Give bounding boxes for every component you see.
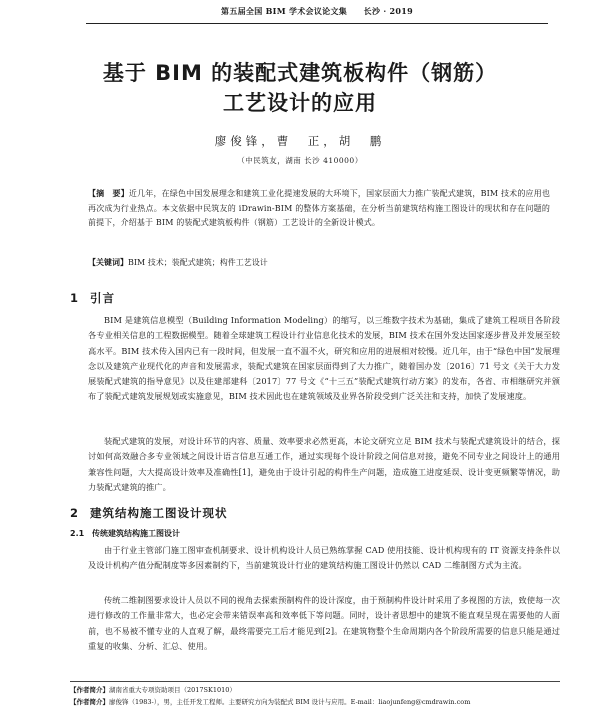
section-2-title: 建筑结构施工图设计现状 xyxy=(90,506,228,520)
footnote-author-text: 廖俊锋（1983-），男，主任开发工程师。主要研究方向为装配式 BIM 设计与应用。E-mail：liaojunfeng@cmdrawin.com xyxy=(109,698,471,706)
section-1-heading xyxy=(70,290,115,306)
abstract-text: 近几年，在绿色中国发展理念和建筑工业化提速发展的大环境下，国家层面大力推广装配式建筑，BIM 技术的应用也再次成为行业热点。本文依据中民筑友的 iDrawin-BIM 的整体方案基础，在分析当前建筑结构施工图设计的现状和存在问题的前提下，介绍基于 BIM 的装配式建筑板构件（钢筋）工艺设计的全新设计模式。 xyxy=(88,189,551,227)
section-1-number: 1 xyxy=(70,291,80,305)
abstract-label: 【摘 要】 xyxy=(88,188,129,198)
subsection-2-1-paragraph-1: 由于行业主管部门施工图审查机制要求、设计机构设计人员已熟练掌握 CAD 使用技能、设计机构现有的 IT 资源支持条件以及设计机构产值分配制度等多因素制约下，当前建筑设计行业的建筑结构施工图设计仍然以 CAD 二维制图方式为主流。 xyxy=(88,545,560,571)
paper-title xyxy=(40,58,560,118)
section-1-paragraph-1: BIM 是建筑信息模型（Building Information Modeling）的缩写，以三维数字技术为基础，集成了建筑工程项目各阶段各专业相关信息的工程数据模型。随着全球建筑工程设计行业信息化技术的发展，BIM 技术在国外发达国家逐步普及并发展至较高水平。BIM 技术传入国内已有一段时间，但发展一直不温不火，研究和应用的进展相对较慢。近几年，由于“绿色中国”发展理念以及建筑产业现代化的声音和发展需求，装配式建筑在国家层面得到了大力推广，随着国办发〔2016〕71 号文《关于大力发展装配式建筑的指导意见》以及住建部建科〔2017〕77 号文《“十三五”装配式建筑行动方案》的发布，各省、市相继研究并颁布了装配式建筑发展规划或实施意见，BIM 技术因此也在建筑领域及业界各阶段受到广泛关注和支持，加快了发展速度。 xyxy=(88,315,560,402)
running-header: 第五届全国 BIM 学术会议论文集 长沙 · 2019 xyxy=(221,6,413,16)
subsection-2-1-title: 传统建筑结构施工图设计 xyxy=(92,529,180,538)
title-line-1: 基于 BIM 的装配式建筑板构件（钢筋） xyxy=(102,61,498,85)
footnote-author xyxy=(70,697,560,707)
section-1-paragraph-2: 装配式建筑的发展，对设计环节的内容、质量、效率要求必然更高，本论文研究立足 BIM 技术与装配式建筑设计的结合，探讨如何高效融合多专业领域之间设计语言信息互通工作，通过实现每个设计阶段之间信息对接，避免不同专业之间设计上的通用兼容性问题，大大提高设计效率及准确性[1]，避免由于设计引起的构件生产问题，造成施工进度延误、设计变更频繁等情况，助力装配式建筑的推广。 xyxy=(88,436,560,492)
footnote-fund xyxy=(70,685,560,695)
author-list: 廖俊锋，曹 正，胡 鹏 xyxy=(214,134,386,148)
footnote-fund-text: 湖南省重大专项资助项目（2017SK1010） xyxy=(109,686,236,694)
keywords-label: 【关键词】 xyxy=(88,257,128,267)
subsection-2-1-paragraph-2: 传统二维制图要求设计人员以不同的视角去探索预制构件的设计深度，由于预制构件设计时采用了多视图的方法，致使每一次进行修改的工作量非常大，也必定会带来错误率高和效率低下等问题。同时，设计者思想中的建筑不能直观呈现在需要他的人面前，也不易被不懂专业的人直观了解，最终需要完工后才能见到[2]。在建筑物整个生命周期内各个阶段所需要的信息只能是通过重复的收集、分析、汇总、使用。 xyxy=(88,595,560,651)
subsection-2-1-number: 2.1 xyxy=(70,529,85,538)
section-2-heading xyxy=(70,505,228,521)
section-2-number: 2 xyxy=(70,506,80,520)
footnote-author-label: 【作者简介】 xyxy=(70,698,109,706)
section-1-title: 引言 xyxy=(90,291,115,305)
keywords-text: BIM 技术；装配式建筑；构件工艺设计 xyxy=(128,258,268,267)
header-rule xyxy=(86,23,548,24)
keywords xyxy=(88,255,550,270)
title-line-2: 工艺设计的应用 xyxy=(223,91,377,115)
abstract xyxy=(88,186,550,231)
footnote-fund-label: 【作者简介】 xyxy=(70,686,109,694)
affiliation: （中民筑友，湖南 长沙 410000） xyxy=(237,156,363,165)
footnote-rule xyxy=(70,681,560,682)
subsection-2-1-heading xyxy=(70,528,180,539)
